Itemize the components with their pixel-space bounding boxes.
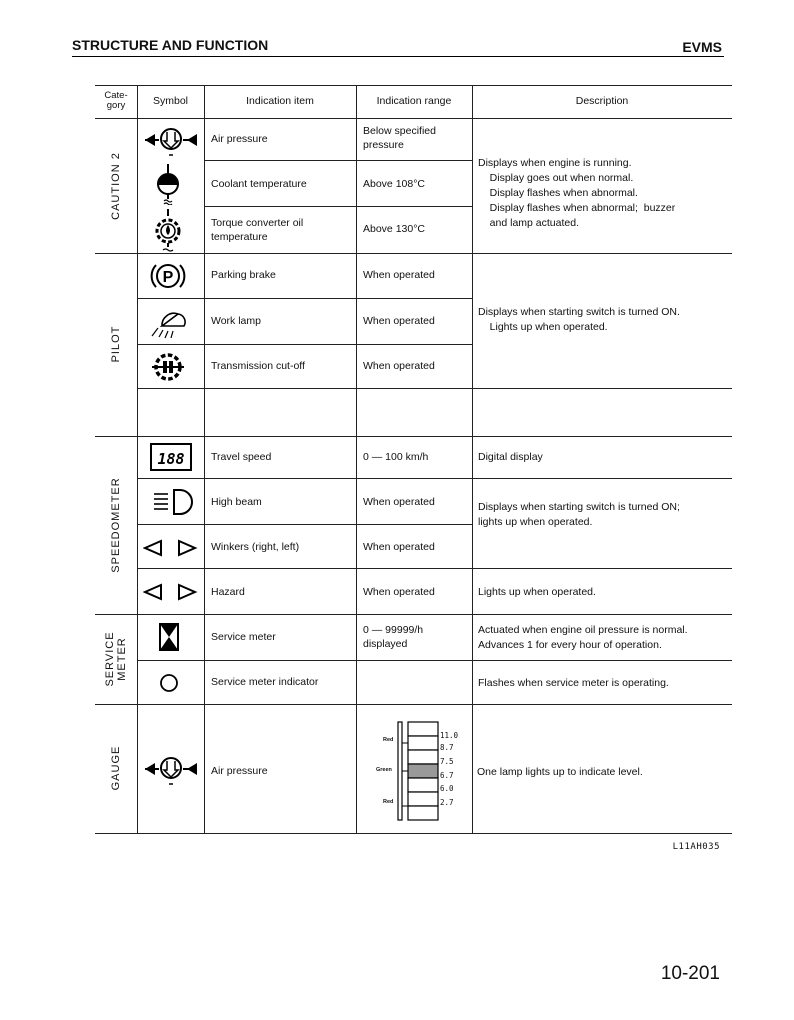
description-speedometer: Displays when starting switch is turned ON; lights up when operated. [478,501,680,528]
system-title: EVMS [682,39,722,55]
gauge-scale-value: 2.7 [440,798,454,807]
item-g-air: Air pressure [211,765,268,777]
svg-text:P: P [162,269,174,286]
range-sm-meter: 0 — 99999/h displayed [363,624,424,650]
section-title: STRUCTURE AND FUNCTION [72,37,269,53]
item-sp-haz: Hazard [211,586,245,598]
category-gauge: GAUGE [110,745,122,791]
description-caution2: Displays when engine is running. Display goes out when normal. Display flashes when abnormal. Display flashes when abnormal; buzzer and lamp actuated. [478,157,676,229]
range-pl-trans: When operated [363,360,435,372]
winker-arrows-icon [143,539,199,557]
item-sm-ind: Service meter indicator [211,676,319,688]
range-c2-torque: Above 130°C [363,223,425,235]
air-pressure-icon [143,122,199,158]
col-header-symbol: Symbol [152,95,188,107]
range-pl-park: When operated [363,269,435,281]
gauge-segments [408,722,438,820]
item-pl-work: Work lamp [211,315,261,327]
item-pl-park: Parking brake [211,269,276,281]
range-c2-coolant: Above 108°C [363,178,425,190]
page-number: 10-201 [660,963,720,984]
gauge-scale-value: 6.7 [440,771,454,780]
description-g-air: One lamp lights up to indicate level. [477,766,643,778]
col-header-range: Indication range [376,95,452,107]
range-c2-air: Below specified pressure [363,125,436,151]
hazard-arrows-icon [143,583,199,601]
item-c2-torque: Torque converter oil temperature [211,217,304,243]
gauge-scale-value: 11.0 [440,731,459,740]
item-sp-wink: Winkers (right, left) [211,541,300,553]
col-header-description: Description [575,95,629,107]
item-sp-beam: High beam [211,496,262,508]
item-c2-coolant: Coolant temperature [211,178,307,190]
description-sp-haz: Lights up when operated. [478,586,596,598]
category-pilot: PILOT [110,325,122,363]
category-speedometer: SPEEDOMETER [110,477,122,573]
gauge-scale-value: 7.5 [440,757,454,766]
gauge-scale-value: 8.7 [440,743,454,752]
category-service-meter: SERVICE METER [104,631,128,687]
range-sp-haz: When operated [363,586,435,598]
work-lamp-icon [148,304,188,340]
hourglass-icon [159,623,179,651]
item-c2-air: Air pressure [211,133,268,145]
item-sm-meter: Service meter [211,631,276,643]
svg-text:188: 188 [157,450,185,468]
high-beam-icon [152,488,196,516]
col-header-item: Indication item [246,95,314,107]
torque-converter-oil-icon [150,208,186,252]
header-rule [72,56,724,57]
gauge-label-red-bottom: Red [383,799,394,805]
range-sp-wink: When operated [363,541,435,553]
circle-indicator-icon [159,673,179,693]
range-pl-work: When operated [363,315,435,327]
category-caution2: CAUTION 2 [110,152,122,220]
item-pl-trans: Transmission cut-off [211,360,305,372]
transmission-cutoff-icon [150,349,186,385]
description-pilot: Displays when starting switch is turned ON. Lights up when operated. [478,306,680,333]
figure-code: L11AH035 [672,842,720,852]
digital-speed-display-icon [150,443,192,471]
description-sm-meter: Actuated when engine oil pressure is normal. Advances 1 for every hour of operation. [478,624,688,651]
parking-brake-icon [150,259,186,293]
gauge-label-green: Green [376,767,392,773]
description-sm-ind: Flashes when service meter is operating. [478,677,669,689]
air-pressure-icon [143,751,199,787]
description-sp-speed: Digital display [478,451,543,463]
range-sp-beam: When operated [363,496,435,508]
range-sp-speed: 0 — 100 km/h [363,451,429,463]
item-sp-speed: Travel speed [211,451,272,463]
col-header-category: Cate- gory [104,90,128,111]
gauge-label-red-top: Red [383,737,394,743]
gauge-scale-value: 6.0 [440,784,454,793]
coolant-temperature-icon [153,163,183,205]
